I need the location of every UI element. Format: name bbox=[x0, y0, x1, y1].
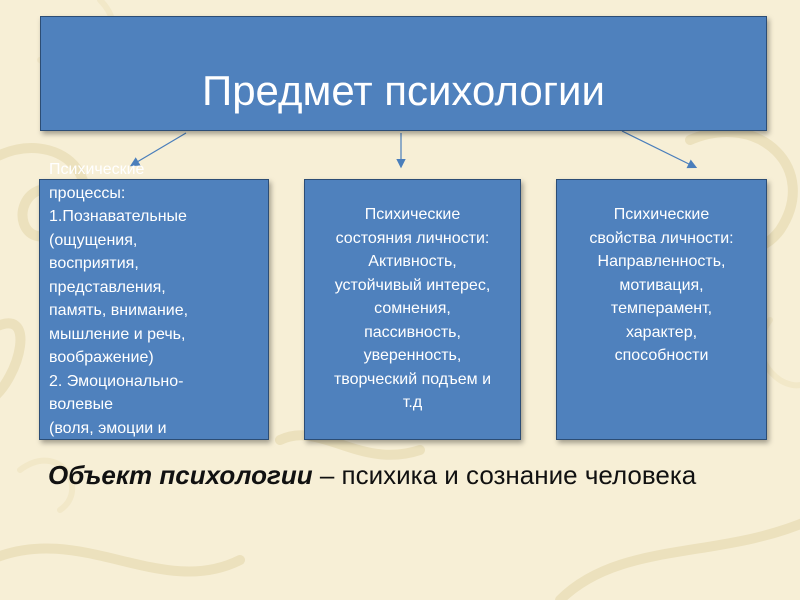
mental-states-text: Психические состояния личности: Активность, устойчивый интерес, сомнения, пассивность, уверенность, творческий подъем и т.д bbox=[333, 206, 492, 411]
title-box bbox=[40, 16, 767, 131]
object-term: Объект психологии bbox=[48, 460, 313, 490]
object-statement bbox=[48, 459, 788, 491]
arrow-to-properties bbox=[622, 131, 695, 167]
mental-properties-box bbox=[556, 179, 767, 440]
mental-processes-text: Психические процессы: 1.Познавательные (ощущения, восприятия, представления, память, внимание, мышление и речь, воображение) 2. Эмоционально- волевые (воля, эмоции и bbox=[49, 161, 189, 437]
slide-title: Предмет психологии bbox=[202, 67, 605, 114]
object-definition: – психика и сознание человека bbox=[312, 460, 697, 490]
mental-processes-box bbox=[39, 161, 269, 440]
mental-states-box bbox=[304, 179, 521, 440]
mental-properties-text: Психические свойства личности: Направленность, мотивация, темперамент, характер, способности bbox=[589, 206, 734, 364]
